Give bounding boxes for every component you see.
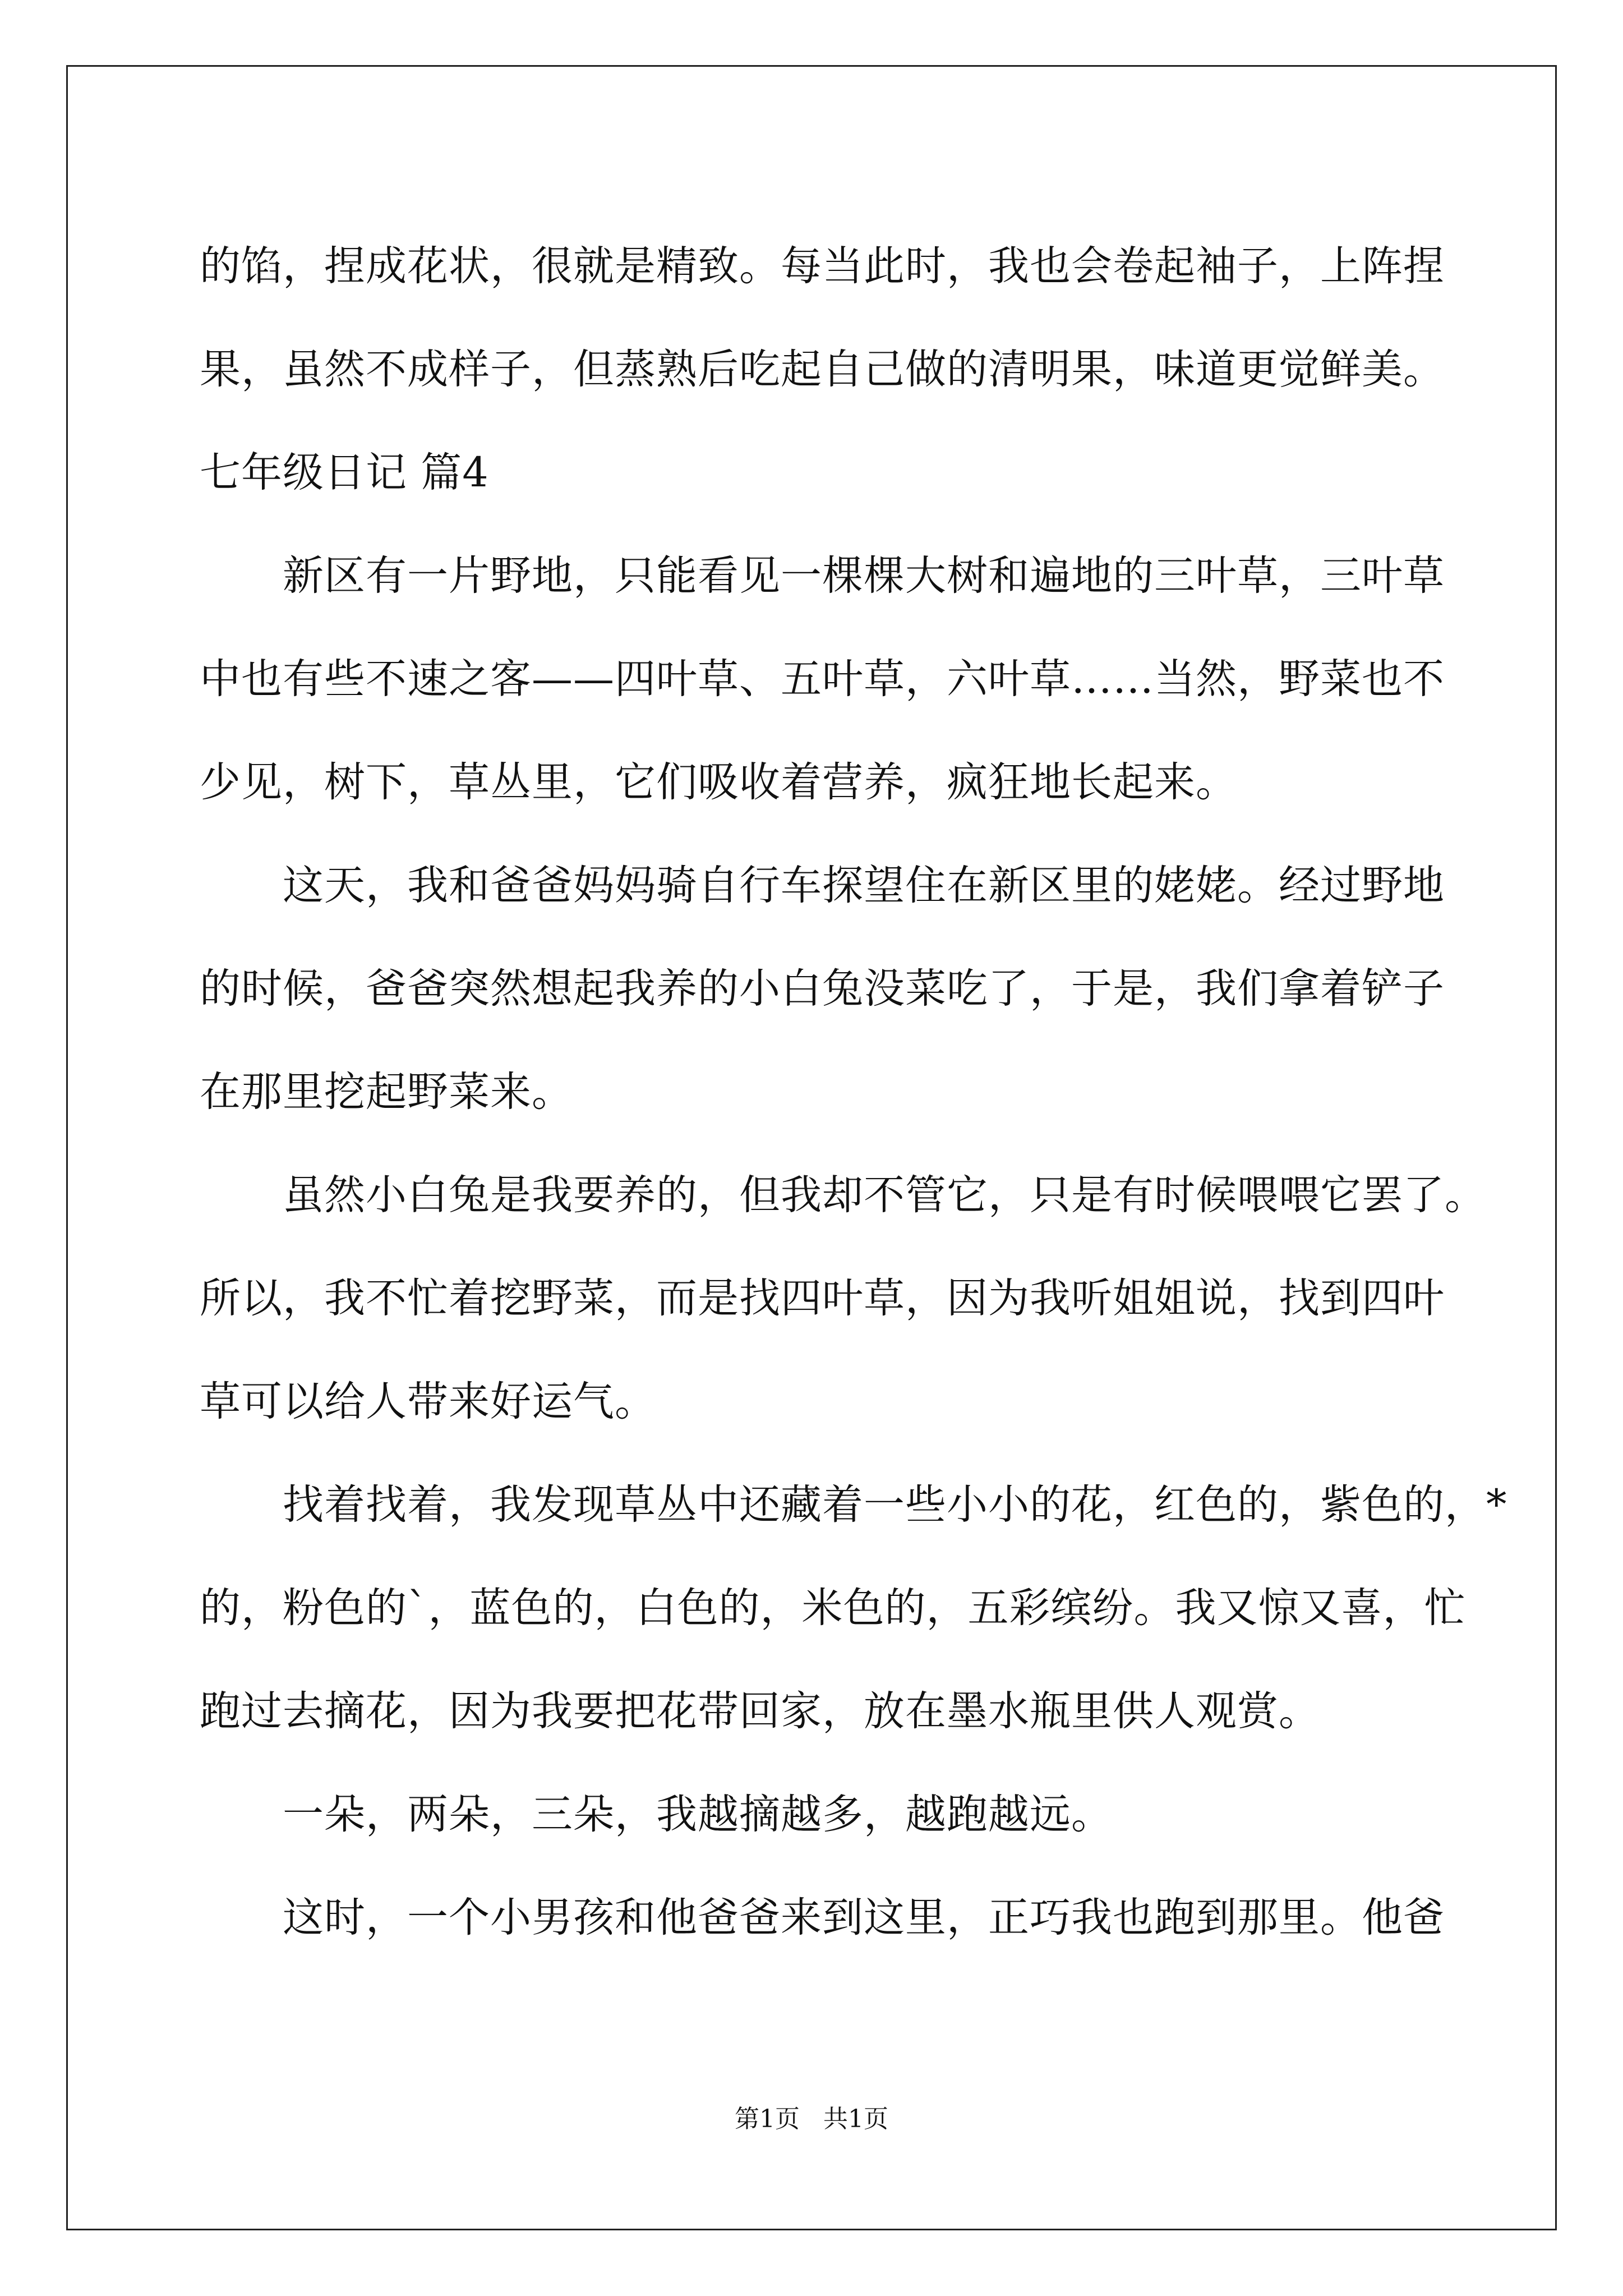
paragraph-start: 虽然小白兔是我要养的，但我却不管它，只是有时候喂喂它罢了。 <box>283 1171 1486 1219</box>
page-footer: 第1页 共1页 <box>735 2105 888 2133</box>
text-line: 果，虽然不成样子，但蒸熟后吃起自己做的清明果，味道更觉鲜美。 <box>200 346 1445 393</box>
text-line: 所以，我不忙着挖野菜，而是找四叶草，因为我听姐姐说，找到四叶 <box>200 1274 1445 1322</box>
paragraph-start: 这天，我和爸爸妈妈骑自行车探望住在新区里的姥姥。经过野地 <box>283 862 1445 909</box>
text-line: 跑过去摘花，因为我要把花带回家，放在墨水瓶里供人观赏。 <box>200 1687 1320 1735</box>
text-line: 在那里挖起野菜来。 <box>200 1068 573 1116</box>
document-body <box>200 215 1507 1970</box>
paragraph-start: 新区有一片野地，只能看见一棵棵大树和遍地的三叶草，三叶草 <box>283 552 1445 600</box>
paragraph-start: 这时，一个小男孩和他爸爸来到这里，正巧我也跑到那里。他爸 <box>283 1894 1445 1941</box>
paragraph-start: 找着找着，我发现草丛中还藏着一些小小的花，红色的，紫色的，* <box>283 1481 1507 1529</box>
text-line: 中也有些不速之客——四叶草、五叶草，六叶草……当然，野菜也不 <box>200 655 1445 703</box>
section-heading: 七年级日记 篇4 <box>200 449 489 496</box>
text-line: 的时候，爸爸突然想起我养的小白兔没菜吃了，于是，我们拿着铲子 <box>200 965 1445 1013</box>
text-line: 的，粉色的`，蓝色的，白色的，米色的，五彩缤纷。我又惊又喜，忙 <box>200 1584 1466 1632</box>
text-line: 草可以给人带来好运气。 <box>200 1378 656 1425</box>
text-line: 少见，树下，草丛里，它们吸收着营养，疯狂地长起来。 <box>200 758 1237 806</box>
text-line: 的馅，捏成花状，很就是精致。每当此时，我也会卷起袖子，上阵捏 <box>200 242 1445 290</box>
paragraph-start: 一朵，两朵，三朵，我越摘越多，越跑越远。 <box>283 1791 1113 1838</box>
